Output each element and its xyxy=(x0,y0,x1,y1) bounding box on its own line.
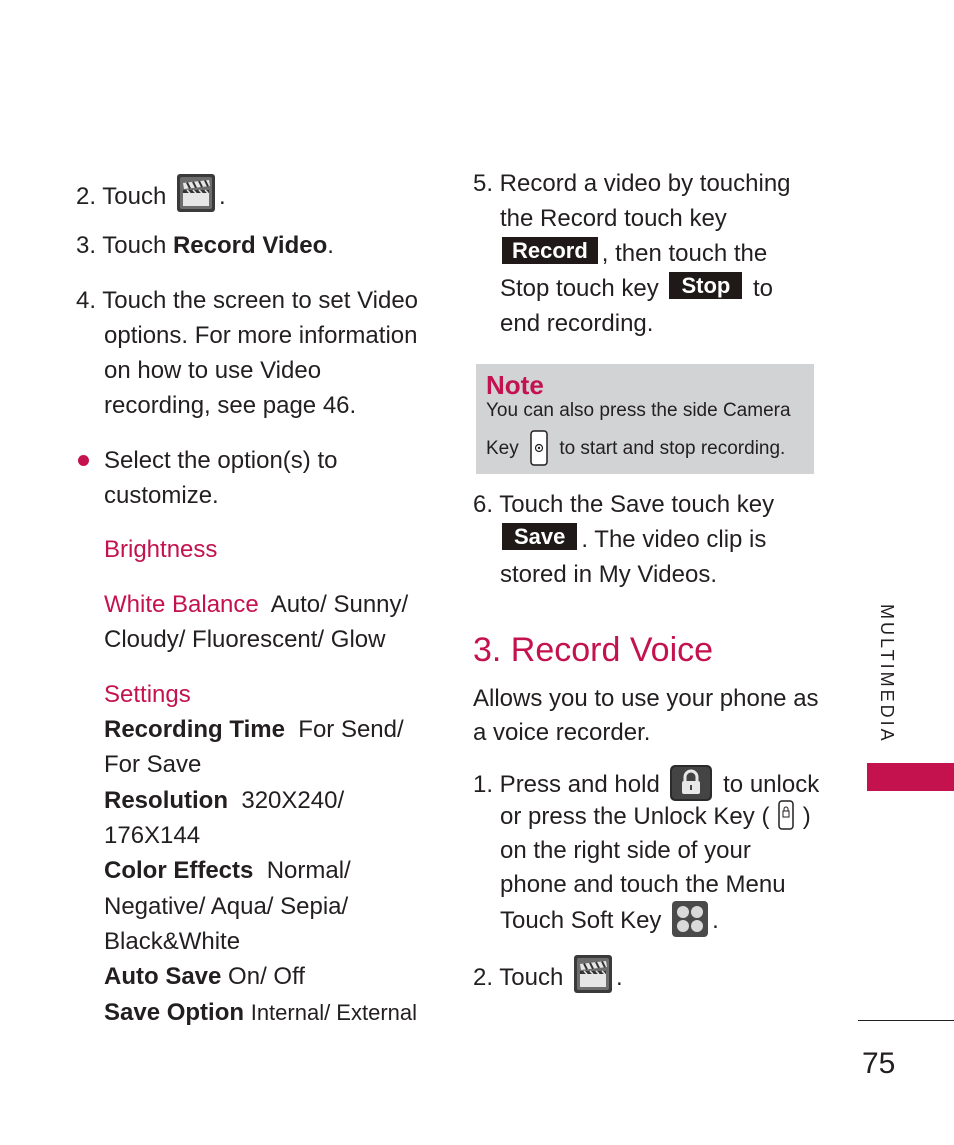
step-6-line-2: Save . The video clip is xyxy=(500,522,766,557)
color-effects-line-3: Black&White xyxy=(104,928,241,955)
step-5-line-2: the Record touch key xyxy=(500,205,727,232)
recording-time-line-1: Recording Time For Send/ xyxy=(104,716,404,743)
intro-line-2: a voice recorder. xyxy=(473,719,651,746)
voice-step-2-touch: 2. Touch . xyxy=(473,955,623,995)
step-4-line-2: options. For more information xyxy=(104,322,418,349)
section-side-label: MULTIMEDIA xyxy=(877,604,897,744)
section-side-tab xyxy=(867,763,954,791)
step-5-line-3: Record , then touch the xyxy=(500,236,767,271)
page-number-rule xyxy=(858,1020,954,1021)
step-6-line-1: 6. Touch the Save touch key xyxy=(473,491,775,518)
step-2-touch: 2. Touch . xyxy=(76,174,226,214)
intro-line-1: Allows you to use your phone as xyxy=(473,685,819,712)
resolution-line-1: Resolution 320X240/ xyxy=(104,787,345,814)
lock-icon xyxy=(670,765,712,801)
note-line-1: You can also press the side Camera xyxy=(486,400,791,421)
video-camera-clapper-icon xyxy=(177,174,215,212)
resolution-line-2: 176X144 xyxy=(104,822,201,849)
step-6-line-3: stored in My Videos. xyxy=(500,561,717,588)
color-effects-line-1: Color Effects Normal/ xyxy=(104,857,351,884)
white-balance-line-1: White Balance Auto/ Sunny/ xyxy=(104,591,409,618)
section-heading: 3. Record Voice xyxy=(473,631,714,669)
save-touch-key: Save xyxy=(502,523,577,550)
voice-step-1-line-1: 1. Press and hold to unlock xyxy=(473,765,819,802)
bullet-line-2: customize. xyxy=(104,482,219,509)
video-camera-clapper-icon xyxy=(574,955,612,993)
white-balance-line-2: Cloudy/ Fluorescent/ Glow xyxy=(104,626,386,653)
bullet-dot xyxy=(78,455,89,466)
auto-save-line: Auto Save On/ Off xyxy=(104,963,305,990)
voice-step-1-line-4: phone and touch the Menu xyxy=(500,871,786,898)
brightness-label: Brightness xyxy=(104,536,218,563)
unlock-key-icon xyxy=(778,800,794,830)
voice-step-1-line-2: or press the Unlock Key ( ) xyxy=(500,799,811,834)
step-3-touch-record-video: 3. Touch Record Video. xyxy=(76,232,334,259)
page-number: 75 xyxy=(862,1047,896,1080)
note-title: Note xyxy=(486,370,544,400)
recording-time-line-2: For Save xyxy=(104,751,202,778)
stop-touch-key: Stop xyxy=(669,272,742,299)
settings-label: Settings xyxy=(104,681,191,708)
note-box xyxy=(476,364,814,474)
step-4-line-4: recording, see page 46. xyxy=(104,392,357,419)
color-effects-line-2: Negative/ Aqua/ Sepia/ xyxy=(104,893,349,920)
record-touch-key: Record xyxy=(502,237,598,264)
step-4-line-3: on how to use Video xyxy=(104,357,322,384)
voice-step-1-line-5: Touch Soft Key . xyxy=(500,901,719,938)
voice-step-1-line-3: on the right side of your xyxy=(500,837,751,864)
camera-side-key-icon xyxy=(530,430,548,466)
menu-grid-icon xyxy=(672,901,708,937)
save-option-line: Save Option Internal/ External xyxy=(104,999,418,1026)
step-4-line-1: 4. Touch the screen to set Video xyxy=(76,287,419,314)
bullet-line-1: Select the option(s) to xyxy=(104,447,338,474)
note-line-2: Key to start and stop recording. xyxy=(486,430,785,466)
step-5-line-1: 5. Record a video by touching xyxy=(473,170,791,197)
step-5-line-4: Stop touch key Stop to xyxy=(500,273,774,302)
step-5-line-5: end recording. xyxy=(500,310,654,337)
